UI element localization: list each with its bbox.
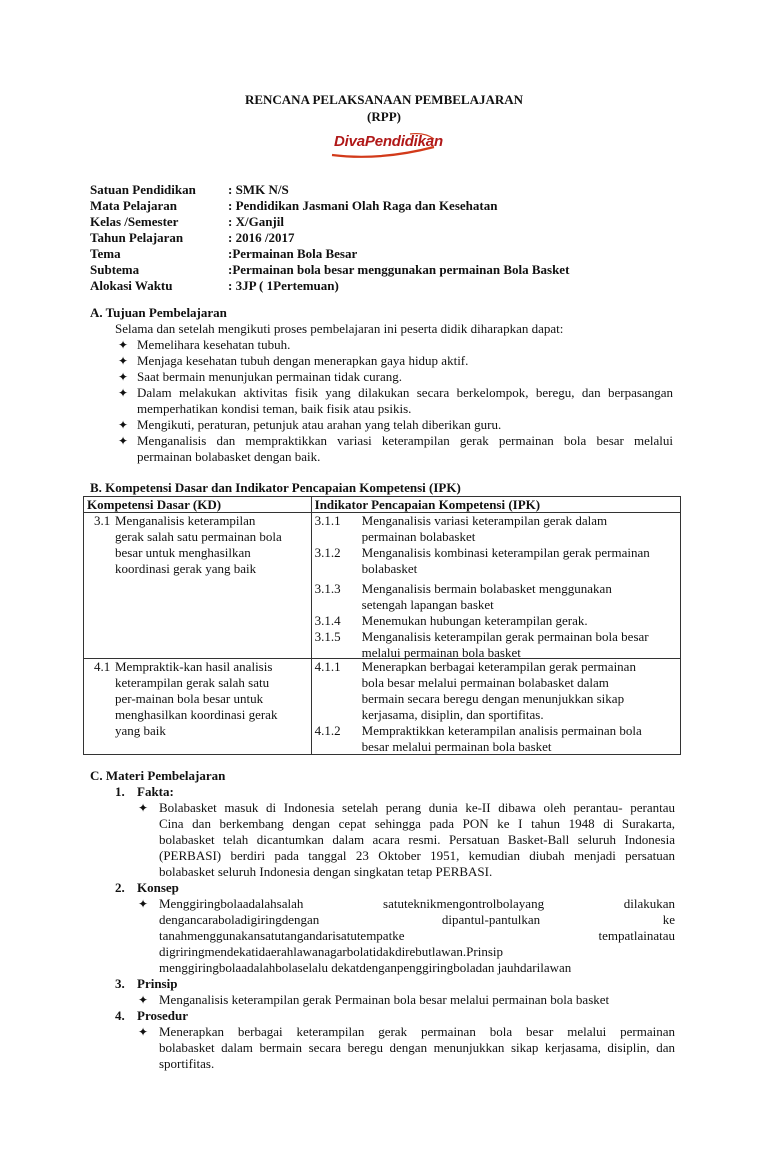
ipk-text: melalui permainan bola basket — [361, 645, 521, 660]
diva-pendidikan-logo — [330, 131, 443, 161]
logo-text: DivaPendidikan — [334, 133, 443, 150]
paragraph-line: dengancaraboladigiringdengan dipantul-pantulkan ke — [159, 912, 675, 927]
ipk-text: Menganalisis kombinasi keterampilan gerak permainan — [361, 545, 650, 560]
four-point-star-icon: ✦ — [138, 801, 149, 815]
ipk-text: Menerapkan berbagai keterampilan gerak permainan — [361, 659, 636, 674]
ipk-text: Menemukan hubungan keterampilan gerak. — [361, 613, 588, 628]
identity-label: Subtema — [90, 262, 140, 277]
section-a-heading: A. Tujuan Pembelajaran — [90, 305, 227, 320]
paragraph-line: (PERBASI) berdiri pada tanggal 23 Oktober 1951, kemudian diubah menjadi persatuan — [159, 848, 675, 863]
kd-text: per-mainan bola besar untuk — [115, 691, 264, 706]
identity-label: Alokasi Waktu — [90, 278, 173, 293]
ipk-text: bolabasket — [361, 561, 418, 576]
kd-text: besar untuk menghasilkan — [115, 545, 251, 560]
identity-label: Tahun Pelajaran — [90, 230, 184, 245]
identity-value: :Permainan bola besar menggunakan permainan Bola Basket — [228, 262, 570, 277]
ipk-number: 3.1.3 — [314, 581, 341, 596]
ipk-text: Menganalisis bermain bolabasket menggunakan — [361, 581, 612, 596]
section-a-intro: Selama dan setelah mengikuti proses pembelajaran ini peserta didik diharapkan dapat: — [115, 321, 564, 336]
paragraph-line: digriringmendekatidaerahlawanagarbolatidakdirebutlawan.Prinsip — [159, 944, 504, 959]
identity-label: Tema — [90, 246, 121, 261]
ipk-number: 4.1.2 — [314, 723, 341, 738]
subsection-title: Konsep — [137, 880, 179, 895]
section-b-heading: B. Kompetensi Dasar dan Indikator Pencapaian Kompetensi (IPK) — [90, 480, 461, 495]
list-item-text: Menganalisis dan mempraktikkan variasi keterampilan gerak permainan bola besar melalui — [137, 433, 673, 448]
four-point-star-icon: ✦ — [138, 993, 149, 1007]
ipk-number: 3.1.5 — [314, 629, 341, 644]
four-point-star-icon: ✦ — [138, 1025, 149, 1039]
four-point-star-icon: ✦ — [118, 418, 129, 432]
ipk-column-header: Indikator Pencapaian Kompetensi (IPK) — [311, 497, 680, 513]
ipk-text: Menganalisis keterampilan gerak permainan bola besar — [361, 629, 649, 644]
paragraph-line: Cina dan berkembang dengan cepat sehingga pada PON ke I tahun 1948 di Surakarta, — [159, 816, 675, 831]
document-subtitle: (RPP) — [367, 109, 401, 124]
list-item-text: Menjaga kesehatan tubuh dengan menerapkan gaya hidup aktif. — [137, 353, 469, 368]
subsection-number: 3. — [115, 976, 125, 991]
identity-value: : 3JP ( 1Pertemuan) — [228, 278, 339, 293]
kd-text: Mempraktik-kan hasil analisis — [115, 659, 273, 674]
subsection-number: 2. — [115, 880, 125, 895]
identity-value: :Permainan Bola Besar — [228, 246, 358, 261]
four-point-star-icon: ✦ — [118, 434, 129, 448]
ipk-text: kerjasama, disiplin, dan sportifitas. — [361, 707, 544, 722]
list-item-text: permainan bolabasket dengan baik. — [137, 449, 321, 464]
ipk-text: besar melalui permainan bola basket — [361, 739, 552, 754]
kd-text: koordinasi gerak yang baik — [115, 561, 257, 576]
ipk-text: setengah lapangan basket — [361, 597, 494, 612]
table-row — [84, 659, 681, 755]
ipk-number: 3.1.4 — [314, 613, 341, 628]
list-item-text: memperhatikan kondisi teman, baik fisik atau psikis. — [137, 401, 412, 416]
ipk-text: Menganalisis variasi keterampilan gerak dalam — [361, 513, 608, 528]
list-item-text: Saat bermain menunjukan permainan tidak curang. — [137, 369, 402, 384]
list-item-text: Mengikuti, peraturan, petunjuk atau arahan yang telah diberikan guru. — [137, 417, 502, 432]
section-c-heading: C. Materi Pembelajaran — [90, 768, 226, 783]
identity-label: Kelas /Semester — [90, 214, 179, 229]
kd-number: 4.1 — [94, 659, 111, 674]
subsection-number: 1. — [115, 784, 125, 799]
four-point-star-icon: ✦ — [118, 386, 129, 400]
ipk-number: 4.1.1 — [314, 659, 341, 674]
kd-column-header: Kompetensi Dasar (KD) — [84, 497, 312, 513]
paragraph-line: sportifitas. — [159, 1056, 215, 1071]
paragraph-line: tanahmenggunakansatutangandarisatutempatke tempatlainatau — [159, 928, 675, 943]
document-title: RENCANA PELAKSANAAN PEMBELAJARAN — [244, 92, 524, 107]
kd-text: Menganalisis keterampilan — [115, 513, 256, 528]
paragraph-line: Menerapkan berbagai keterampilan gerak permainan bola besar melalui permainan — [159, 1024, 675, 1039]
four-point-star-icon: ✦ — [138, 897, 149, 911]
paragraph-line: Bolabasket masuk di Indonesia setelah perang dunia ke-II dibawa oleh perantau- perantau — [159, 800, 675, 815]
kd-text: menghasilkan koordinasi gerak — [115, 707, 278, 722]
identity-value: : 2016 /2017 — [228, 230, 295, 245]
kd-text: keterampilan gerak salah satu — [115, 675, 270, 690]
ipk-text: bermain secara beregu dengan menunjukkan sikap — [361, 691, 625, 706]
subsection-title: Prosedur — [137, 1008, 189, 1023]
table-row — [84, 513, 681, 659]
paragraph-line: bolabasket telah dicantumkan dalam acara resmi. Persatuan Basket-Ball seluruh Indonesia — [159, 832, 675, 847]
identity-label: Satuan Pendidikan — [90, 182, 196, 197]
subsection-number: 4. — [115, 1008, 125, 1023]
ipk-number: 3.1.2 — [314, 545, 341, 560]
identity-value: : SMK N/S — [228, 182, 289, 197]
ipk-text: bola besar melalui permainan bolabasket dalam — [361, 675, 609, 690]
kd-ipk-table — [83, 496, 681, 755]
kd-text: yang baik — [115, 723, 166, 738]
ipk-number: 3.1.1 — [314, 513, 341, 528]
four-point-star-icon: ✦ — [118, 338, 129, 352]
list-item-text: Dalam melakukan aktivitas fisik yang dilakukan secara berkelompok, beregu, dan berpasangan — [137, 385, 673, 400]
paragraph-line: bolabasket seluruh Indonesia dengan singkatan tetap PERBASI. — [159, 864, 493, 879]
subsection-title: Prinsip — [137, 976, 178, 991]
four-point-star-icon: ✦ — [118, 354, 129, 368]
list-item-text: Memelihara kesehatan tubuh. — [137, 337, 291, 352]
kd-number: 3.1 — [94, 513, 111, 528]
four-point-star-icon: ✦ — [118, 370, 129, 384]
paragraph-line: menggiringbolaadalahbolaselalu dekatdenganpenggiringboladan jauhdarilawan — [159, 960, 572, 975]
identity-label: Mata Pelajaran — [90, 198, 178, 213]
paragraph-line: bolabasket dalam bermain secara beregu dengan menunjukkan sikap kerjasama, disiplin, dan — [159, 1040, 675, 1055]
paragraph-line: Menganalisis keterampilan gerak Permainan bola besar melalui permainan bola basket — [159, 992, 610, 1007]
paragraph-line: Menggiringbolaadalahsalah satuteknikmengontrolbolayang dilakukan — [159, 896, 675, 911]
subsection-title: Fakta: — [137, 784, 174, 799]
kd-text: gerak salah satu permainan bola — [115, 529, 282, 544]
ipk-text: Mempraktikkan keterampilan analisis permainan bola — [361, 723, 642, 738]
identity-value: : X/Ganjil — [228, 214, 284, 229]
identity-value: : Pendidikan Jasmani Olah Raga dan Kesehatan — [228, 198, 498, 213]
ipk-text: permainan bolabasket — [361, 529, 476, 544]
